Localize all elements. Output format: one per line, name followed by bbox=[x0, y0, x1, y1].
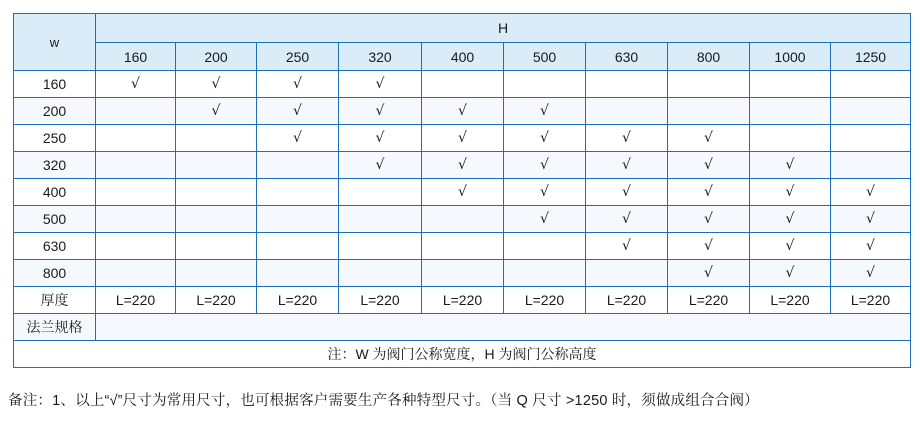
check-cell bbox=[504, 71, 586, 98]
table-row bbox=[14, 260, 911, 287]
check-cell bbox=[750, 71, 831, 98]
thickness-label: 厚度 bbox=[14, 287, 96, 314]
h-value-header: 400 bbox=[422, 43, 504, 71]
h-value-header: 250 bbox=[257, 43, 339, 71]
h-value-header: 200 bbox=[176, 43, 257, 71]
check-cell: √ bbox=[422, 98, 504, 125]
check-cell bbox=[504, 260, 586, 287]
check-cell: √ bbox=[257, 125, 339, 152]
thickness-value: L=220 bbox=[504, 287, 586, 314]
check-cell bbox=[96, 98, 176, 125]
check-cell: √ bbox=[339, 71, 422, 98]
check-cell: √ bbox=[750, 260, 831, 287]
check-cell: √ bbox=[176, 71, 257, 98]
check-cell: √ bbox=[339, 152, 422, 179]
check-cell bbox=[339, 260, 422, 287]
check-cell: √ bbox=[504, 98, 586, 125]
check-cell: √ bbox=[257, 98, 339, 125]
check-cell bbox=[96, 233, 176, 260]
w-value-cell: 160 bbox=[14, 71, 96, 98]
table-row bbox=[14, 179, 911, 206]
check-cell: √ bbox=[831, 260, 911, 287]
thickness-value: L=220 bbox=[668, 287, 750, 314]
w-value-cell: 500 bbox=[14, 206, 96, 233]
check-cell: √ bbox=[504, 179, 586, 206]
check-cell: √ bbox=[668, 125, 750, 152]
w-value-cell: 400 bbox=[14, 179, 96, 206]
table-row bbox=[14, 98, 911, 125]
header-row-h bbox=[14, 14, 911, 43]
check-cell: √ bbox=[257, 71, 339, 98]
check-cell bbox=[257, 206, 339, 233]
w-value-cell: 630 bbox=[14, 233, 96, 260]
table-note: 注：W 为阀门公称宽度，H 为阀门公称高度 bbox=[14, 341, 911, 368]
check-cell: √ bbox=[668, 260, 750, 287]
check-cell: √ bbox=[504, 125, 586, 152]
check-cell: √ bbox=[339, 125, 422, 152]
h-value-header: 800 bbox=[668, 43, 750, 71]
check-cell bbox=[176, 152, 257, 179]
flange-row bbox=[14, 314, 911, 341]
check-cell bbox=[339, 179, 422, 206]
check-cell bbox=[422, 260, 504, 287]
check-cell bbox=[339, 206, 422, 233]
h-value-header: 1000 bbox=[750, 43, 831, 71]
check-cell: √ bbox=[176, 98, 257, 125]
table-row bbox=[14, 152, 911, 179]
h-value-header: 500 bbox=[504, 43, 586, 71]
check-cell bbox=[504, 233, 586, 260]
check-cell: √ bbox=[831, 179, 911, 206]
check-cell bbox=[586, 71, 668, 98]
check-cell: √ bbox=[504, 206, 586, 233]
check-cell: √ bbox=[750, 233, 831, 260]
check-cell: √ bbox=[668, 179, 750, 206]
check-cell bbox=[422, 71, 504, 98]
check-cell: √ bbox=[422, 179, 504, 206]
check-cell: √ bbox=[586, 206, 668, 233]
check-cell bbox=[586, 260, 668, 287]
check-cell bbox=[668, 98, 750, 125]
check-cell: √ bbox=[504, 152, 586, 179]
size-table-container bbox=[13, 13, 910, 368]
w-header: w bbox=[14, 14, 96, 71]
table-row bbox=[14, 233, 911, 260]
check-cell bbox=[257, 260, 339, 287]
h-value-header: 160 bbox=[96, 43, 176, 71]
check-cell: √ bbox=[668, 206, 750, 233]
table-row bbox=[14, 71, 911, 98]
check-cell bbox=[96, 206, 176, 233]
thickness-value: L=220 bbox=[176, 287, 257, 314]
check-cell: √ bbox=[96, 71, 176, 98]
w-value-cell: 200 bbox=[14, 98, 96, 125]
check-cell: √ bbox=[750, 152, 831, 179]
check-cell bbox=[96, 152, 176, 179]
check-cell bbox=[831, 98, 911, 125]
check-cell bbox=[96, 125, 176, 152]
h-value-header: 630 bbox=[586, 43, 668, 71]
size-table bbox=[13, 13, 911, 368]
check-cell bbox=[96, 179, 176, 206]
check-cell: √ bbox=[831, 206, 911, 233]
check-cell: √ bbox=[422, 125, 504, 152]
header-row-h-values bbox=[14, 43, 911, 71]
check-cell bbox=[668, 71, 750, 98]
check-cell: √ bbox=[339, 98, 422, 125]
h-value-header: 1250 bbox=[831, 43, 911, 71]
check-cell: √ bbox=[586, 152, 668, 179]
h-header: H bbox=[96, 14, 911, 43]
check-cell: √ bbox=[668, 233, 750, 260]
thickness-value: L=220 bbox=[831, 287, 911, 314]
check-cell bbox=[257, 233, 339, 260]
check-cell: √ bbox=[831, 233, 911, 260]
w-value-cell: 320 bbox=[14, 152, 96, 179]
check-cell bbox=[831, 71, 911, 98]
thickness-value: L=220 bbox=[96, 287, 176, 314]
check-cell: √ bbox=[750, 179, 831, 206]
remark-text: 备注：1、以上“√”尺寸为常用尺寸，也可根据客户需要生产各种特型尺寸。（当 Q 尺寸 >1250 时，须做成组合合阀） bbox=[8, 393, 759, 409]
table-row bbox=[14, 125, 911, 152]
w-value-cell: 800 bbox=[14, 260, 96, 287]
thickness-value: L=220 bbox=[422, 287, 504, 314]
check-cell bbox=[831, 125, 911, 152]
check-cell bbox=[176, 233, 257, 260]
note-row bbox=[14, 341, 911, 368]
check-cell bbox=[176, 125, 257, 152]
thickness-value: L=220 bbox=[586, 287, 668, 314]
check-cell bbox=[96, 260, 176, 287]
check-cell bbox=[257, 152, 339, 179]
thickness-value: L=220 bbox=[750, 287, 831, 314]
check-cell bbox=[176, 179, 257, 206]
w-value-cell: 250 bbox=[14, 125, 96, 152]
check-cell bbox=[831, 152, 911, 179]
check-cell: √ bbox=[422, 152, 504, 179]
size-table-body bbox=[14, 14, 911, 368]
check-cell bbox=[339, 233, 422, 260]
h-value-header: 320 bbox=[339, 43, 422, 71]
flange-value bbox=[96, 314, 911, 341]
check-cell bbox=[176, 206, 257, 233]
table-row bbox=[14, 206, 911, 233]
check-cell bbox=[176, 260, 257, 287]
check-cell bbox=[586, 98, 668, 125]
thickness-value: L=220 bbox=[339, 287, 422, 314]
thickness-row bbox=[14, 287, 911, 314]
thickness-value: L=220 bbox=[257, 287, 339, 314]
check-cell bbox=[750, 98, 831, 125]
check-cell: √ bbox=[750, 206, 831, 233]
check-cell bbox=[257, 179, 339, 206]
check-cell bbox=[750, 125, 831, 152]
check-cell: √ bbox=[668, 152, 750, 179]
check-cell: √ bbox=[586, 179, 668, 206]
flange-label: 法兰规格 bbox=[14, 314, 96, 341]
check-cell bbox=[422, 233, 504, 260]
check-cell: √ bbox=[586, 125, 668, 152]
check-cell bbox=[422, 206, 504, 233]
check-cell: √ bbox=[586, 233, 668, 260]
